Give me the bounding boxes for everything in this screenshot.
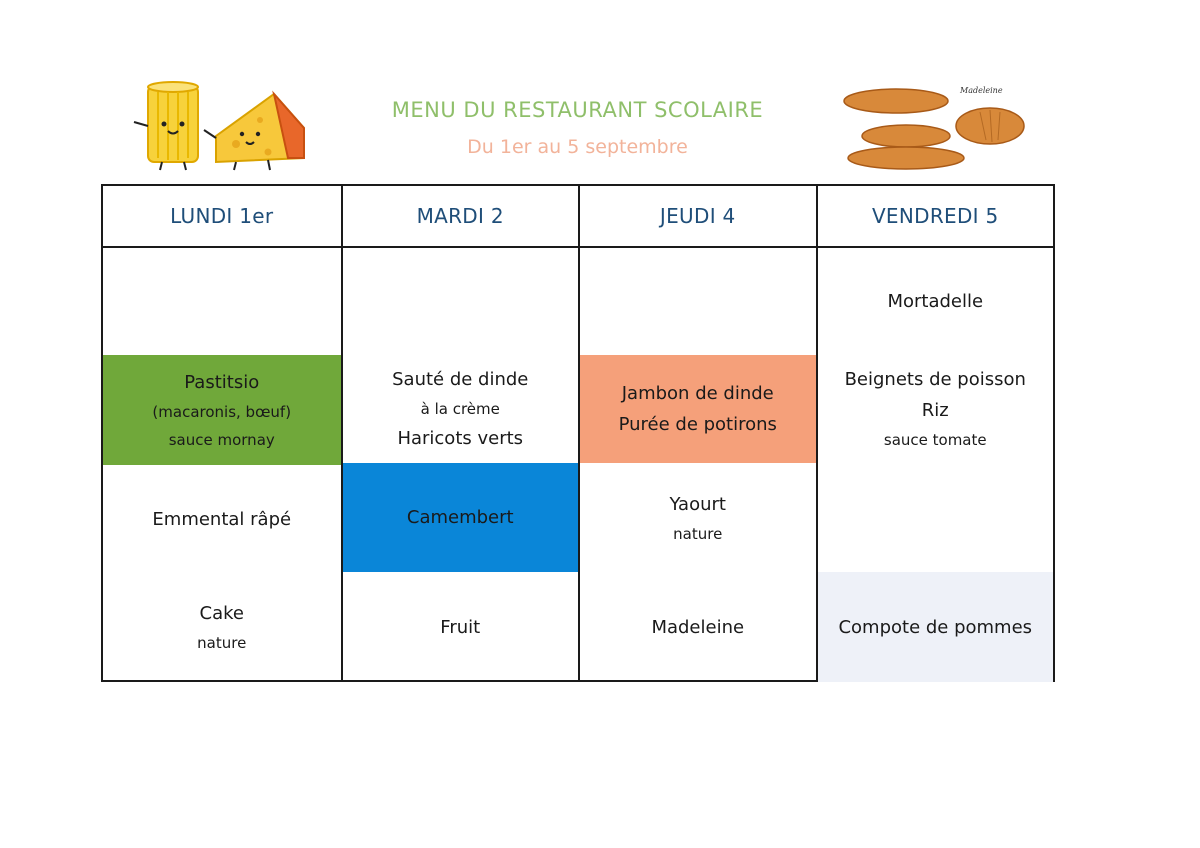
pasta-cheese-illustration: [128, 78, 310, 174]
day-column-lundi: [103, 186, 341, 680]
day-column-vendredi: [816, 186, 1054, 680]
fromage-cell: Camembert: [343, 463, 579, 572]
dessert-cell: Fruit: [440, 616, 481, 638]
day-header: JEUDI 4: [580, 186, 816, 248]
entree-cell: Mortadelle: [887, 291, 984, 312]
day-header: LUNDI 1er: [103, 186, 341, 248]
day-header: VENDREDI 5: [818, 186, 1054, 248]
dessert-cell: Madeleine: [651, 617, 745, 638]
menu-table: [101, 184, 1055, 682]
madeleine-illustration: [840, 80, 1032, 176]
plat-cell: Jambon de dinde Purée de potirons: [580, 355, 816, 463]
plat-cell: Beignets de poisson Riz sauce tomate: [844, 369, 1026, 449]
day-header: MARDI 2: [343, 186, 579, 248]
page-title: MENU DU RESTAURANT SCOLAIRE: [391, 98, 764, 122]
plat-cell: Pastitsio (macaronis, bœuf) sauce mornay: [103, 355, 341, 465]
fromage-cell: Yaourt nature: [669, 493, 726, 543]
dessert-cell: Cake nature: [197, 603, 247, 652]
madeleine-label: Madeleine: [960, 86, 1003, 95]
fromage-cell: Emmental râpé: [152, 508, 292, 530]
day-column-jeudi: [578, 186, 816, 680]
page-subtitle: Du 1er au 5 septembre: [467, 136, 688, 158]
plat-cell: Sauté de dinde à la crème Haricots verts: [392, 369, 529, 449]
day-column-mardi: [341, 186, 579, 680]
dessert-cell: Compote de pommes: [818, 572, 1054, 682]
